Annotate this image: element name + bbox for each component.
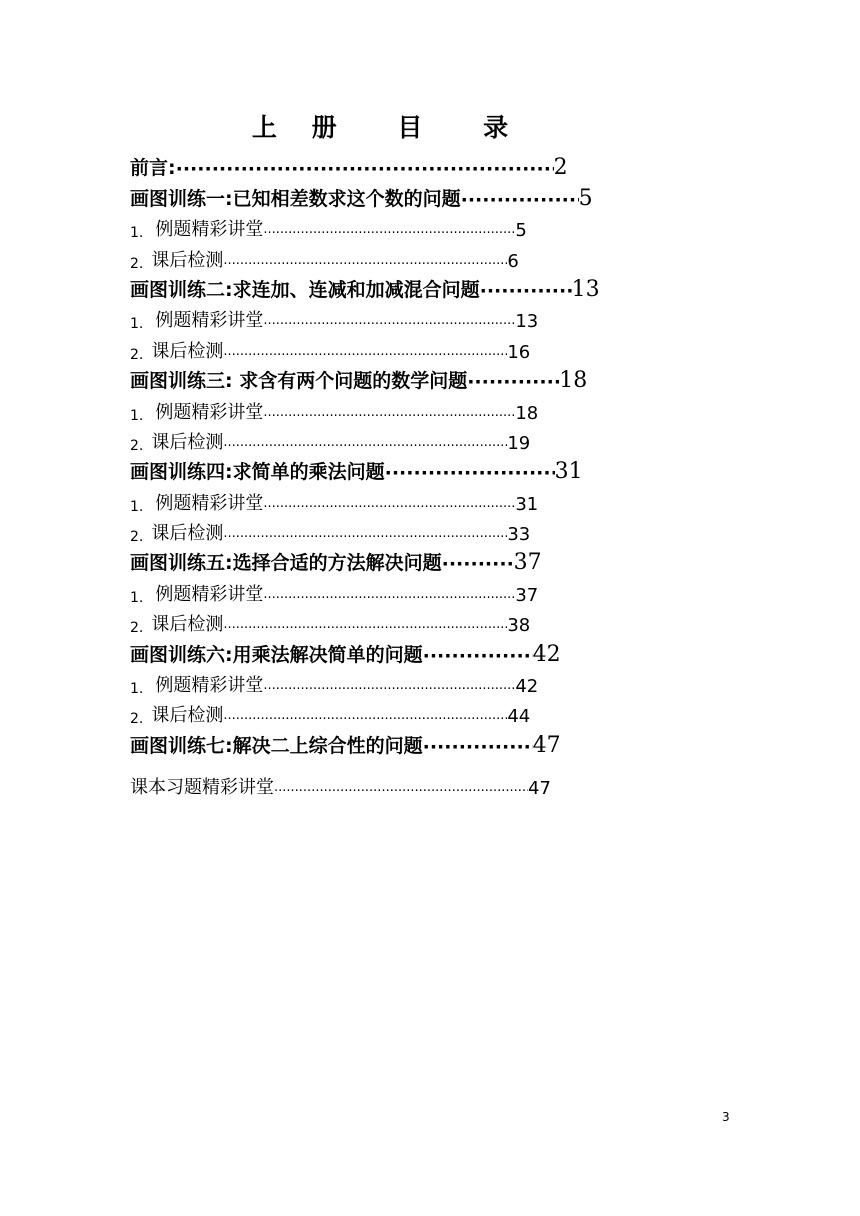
entry-page: 18 [559, 368, 588, 394]
entry-label: 课后检测 [151, 431, 224, 453]
entry-label: 画图训练五:选择合适的方法解决问题 [130, 552, 442, 575]
entry-label: 例题精彩讲堂 [155, 310, 264, 332]
title-char: 录 [483, 113, 509, 142]
dot-leader [176, 158, 554, 180]
entry-index: 2. [130, 437, 144, 454]
dot-leader [263, 682, 515, 697]
toc-entry-section[interactable] [130, 302, 690, 332]
entry-label: 例题精彩讲堂 [155, 219, 264, 241]
entry-label: 画图训练三: 求含有两个问题的数学问题 [130, 370, 468, 393]
entry-index: 2. [130, 711, 144, 728]
entry-page: 16 [507, 341, 531, 363]
entry-page: 31 [515, 493, 539, 515]
entry-label: 课本习题精彩讲堂 [130, 777, 274, 799]
entry-page: 13 [515, 311, 539, 333]
entry-page: 42 [515, 676, 539, 698]
dot-leader [223, 712, 507, 727]
toc-entry-preface[interactable] [130, 150, 690, 180]
entry-page: 19 [507, 432, 531, 454]
entry-label: 课后检测 [151, 705, 224, 727]
title-char: 目 [397, 113, 423, 142]
title-char: 册 [311, 113, 337, 142]
toc-entry-section[interactable] [130, 606, 690, 636]
entry-label: 画图训练四:求简单的乘法问题 [130, 461, 385, 484]
entry-label: 课后检测 [151, 614, 224, 636]
toc-entry-chapter[interactable] [130, 454, 690, 484]
entry-label: 例题精彩讲堂 [155, 492, 264, 514]
dot-leader [263, 317, 515, 332]
entry-label: 课后检测 [151, 249, 224, 271]
entry-index: 2. [130, 529, 144, 546]
entry-label: 例题精彩讲堂 [155, 401, 264, 423]
toc-entry-section[interactable] [130, 241, 690, 271]
entry-index: 2. [130, 346, 144, 363]
dot-leader [223, 348, 507, 363]
entry-index: 1. [130, 589, 144, 606]
dot-leader [263, 591, 515, 606]
title-char: 上 [251, 113, 277, 142]
entry-page: 37 [513, 550, 542, 576]
entry-label: 画图训练七:解决二上综合性的问题 [130, 734, 423, 757]
toc-entry-section[interactable] [130, 332, 690, 362]
dot-leader [385, 462, 555, 484]
entry-index: 1. [130, 316, 144, 333]
dot-leader [442, 553, 514, 575]
toc-entry-section[interactable] [130, 575, 690, 605]
dot-leader [274, 784, 528, 799]
dot-leader [263, 500, 515, 515]
toc-entry-section[interactable] [130, 515, 690, 545]
page-number: 3 [722, 1110, 730, 1124]
toc-entry-chapter[interactable] [130, 363, 690, 393]
toc-entry-section[interactable] [130, 697, 690, 727]
dot-leader [423, 736, 533, 758]
entry-page: 44 [507, 706, 531, 728]
entry-page: 38 [507, 615, 531, 637]
dot-leader [461, 189, 579, 211]
dot-leader [480, 280, 572, 302]
toc-entry-section[interactable] [130, 667, 690, 697]
toc-entry-chapter[interactable] [130, 272, 690, 302]
dot-leader [223, 439, 507, 454]
entry-page: 47 [532, 732, 561, 758]
entry-index: 2. [130, 255, 144, 272]
toc-entry-appendix[interactable] [130, 769, 690, 799]
entry-page: 6 [507, 250, 519, 272]
entry-page: 5 [515, 220, 527, 242]
entry-label: 例题精彩讲堂 [155, 583, 264, 605]
dot-leader [423, 645, 533, 667]
entry-index: 2. [130, 620, 144, 637]
entry-page: 13 [571, 276, 600, 302]
entry-page: 5 [578, 185, 593, 211]
toc-entry-section[interactable] [130, 211, 690, 241]
entry-label: 画图训练二:求连加、连减和加减混合问题 [130, 278, 480, 301]
entry-index: 1. [130, 407, 144, 424]
entry-page: 42 [532, 641, 561, 667]
entry-label: 课后检测 [151, 340, 224, 362]
toc-entry-chapter[interactable] [130, 545, 690, 575]
entry-page: 37 [515, 584, 539, 606]
toc-entry-chapter[interactable] [130, 180, 690, 210]
table-of-contents [130, 150, 690, 799]
entry-page: 33 [507, 524, 531, 546]
toc-entry-section[interactable] [130, 484, 690, 514]
toc-title [0, 108, 760, 144]
entry-label: 前言: [130, 157, 176, 180]
entry-page: 31 [554, 459, 583, 485]
entry-index: 1. [130, 225, 144, 242]
entry-label: 画图训练一:已知相差数求这个数的问题 [130, 187, 461, 210]
entry-index: 1. [130, 681, 144, 698]
toc-entry-section[interactable] [130, 393, 690, 423]
toc-entry-chapter[interactable] [130, 727, 690, 757]
entry-label: 例题精彩讲堂 [155, 675, 264, 697]
dot-leader [223, 257, 507, 272]
dot-leader [223, 530, 507, 545]
toc-entry-chapter[interactable] [130, 636, 690, 666]
dot-leader [263, 409, 515, 424]
dot-leader [263, 226, 515, 241]
toc-entry-section[interactable] [130, 424, 690, 454]
entry-page: 18 [515, 402, 539, 424]
entry-page: 47 [528, 778, 551, 800]
dot-leader [467, 371, 559, 393]
entry-label: 画图训练六:用乘法解决简单的问题 [130, 643, 423, 666]
entry-label: 课后检测 [151, 523, 224, 545]
entry-page: 2 [553, 155, 568, 181]
dot-leader [223, 621, 507, 636]
entry-index: 1. [130, 498, 144, 515]
